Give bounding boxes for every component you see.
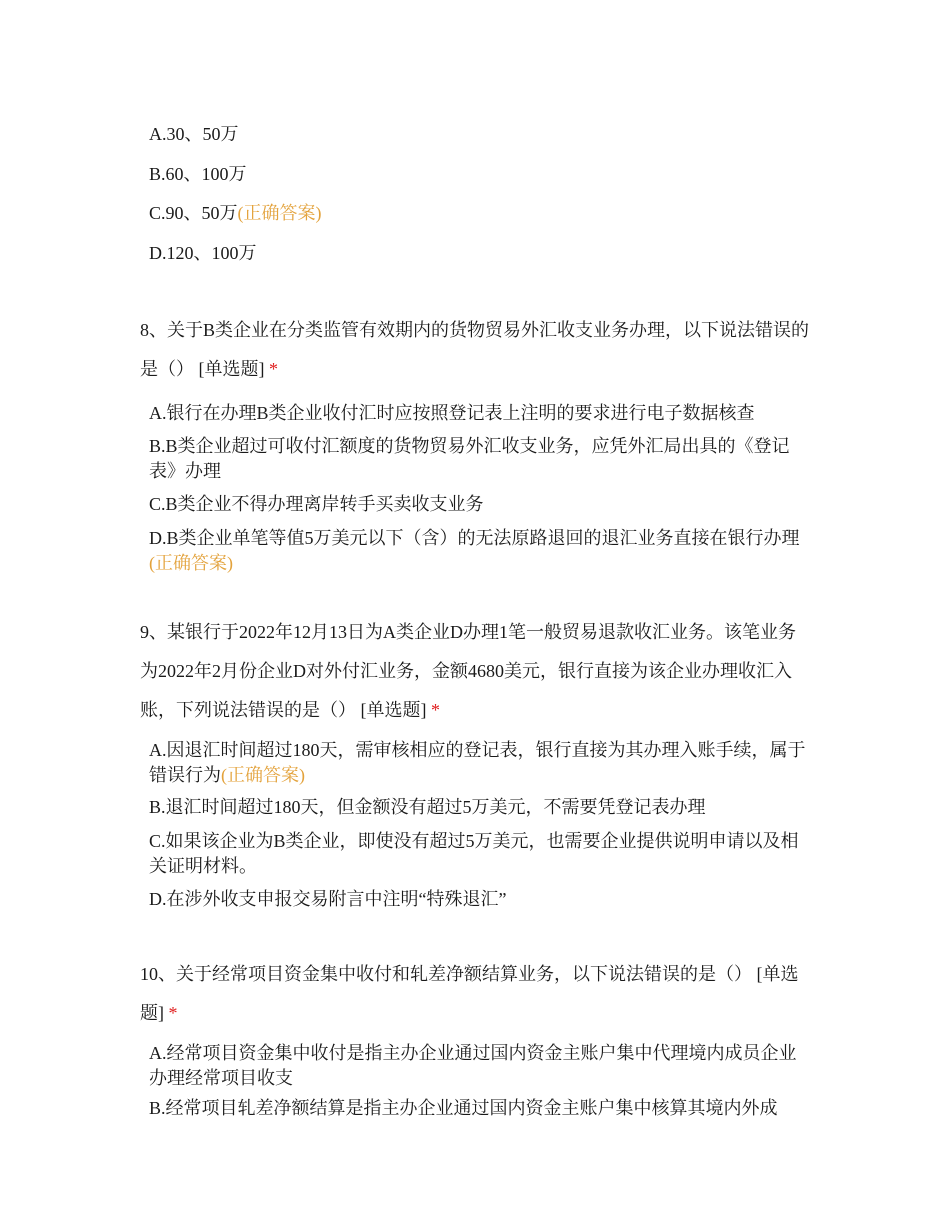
option-text: D.在涉外收支申报交易附言中注明“特殊退汇” [149, 889, 507, 909]
question-text: 8、关于B类企业在分类监管有效期内的货物贸易外汇收支业务办理，以下说法错误的是（） [单选题] [140, 320, 810, 379]
option-8d [149, 526, 809, 576]
option-8b [149, 434, 809, 484]
question-8-title [140, 311, 810, 389]
option-text: A.因退汇时间超过180天，需审核相应的登记表，银行直接为其办理入账手续，属于错误行为 [149, 740, 806, 785]
option-7d [149, 241, 809, 266]
correct-answer-tag: (正确答案) [237, 203, 322, 223]
required-mark: * [168, 1003, 178, 1023]
option-9a [149, 738, 809, 788]
option-text: C.90、50万 [149, 203, 238, 223]
option-9c [149, 829, 809, 879]
option-text: D.B类企业单笔等值5万美元以下（含）的无法原路退回的退汇业务直接在银行办理 [149, 528, 800, 548]
correct-answer-tag: (正确答案) [149, 553, 233, 573]
option-10b [149, 1096, 809, 1121]
option-8c [149, 492, 809, 517]
option-text: C.如果该企业为B类企业，即使没有超过5万美元，也需要企业提供说明申请以及相关证明材料。 [149, 831, 799, 876]
option-text: B.经常项目轧差净额结算是指主办企业通过国内资金主账户集中核算其境内外成 [149, 1098, 778, 1118]
question-10-title [140, 955, 810, 1033]
option-text: D.120、100万 [149, 243, 257, 263]
option-9b [149, 795, 809, 820]
option-7b [149, 162, 809, 187]
option-text: A.银行在办理B类企业收付汇时应按照登记表上注明的要求进行电子数据核查 [149, 403, 755, 423]
required-mark: * [269, 359, 278, 379]
question-text: 10、关于经常项目资金集中收付和轧差净额结算业务，以下说法错误的是（） [单选题] [140, 964, 799, 1023]
required-mark: * [431, 700, 440, 720]
option-10a [149, 1041, 809, 1091]
correct-answer-tag: (正确答案) [221, 765, 305, 785]
option-8a [149, 401, 809, 426]
option-9d [149, 887, 809, 912]
option-text: A.经常项目资金集中收付是指主办企业通过国内资金主账户集中代理境内成员企业办理经常项目收支 [149, 1043, 797, 1088]
question-text: 9、某银行于2022年12月13日为A类企业D办理1笔一般贸易退款收汇业务。该笔业务为2022年2月份企业D对外付汇业务，金额4680美元，银行直接为该企业办理收汇入账，下列说法错误的是（） [单选题] [140, 622, 796, 720]
option-text: B.B类企业超过可收付汇额度的货物贸易外汇收支业务，应凭外汇局出具的《登记表》办理 [149, 436, 790, 481]
option-text: A.30、50万 [149, 124, 239, 144]
option-text: B.60、100万 [149, 164, 247, 184]
question-9-title [140, 613, 810, 730]
option-7a [149, 122, 809, 147]
option-text: B.退汇时间超过180天，但金额没有超过5万美元，不需要凭登记表办理 [149, 797, 706, 817]
option-7c [149, 201, 809, 226]
option-text: C.B类企业不得办理离岸转手买卖收支业务 [149, 494, 484, 514]
